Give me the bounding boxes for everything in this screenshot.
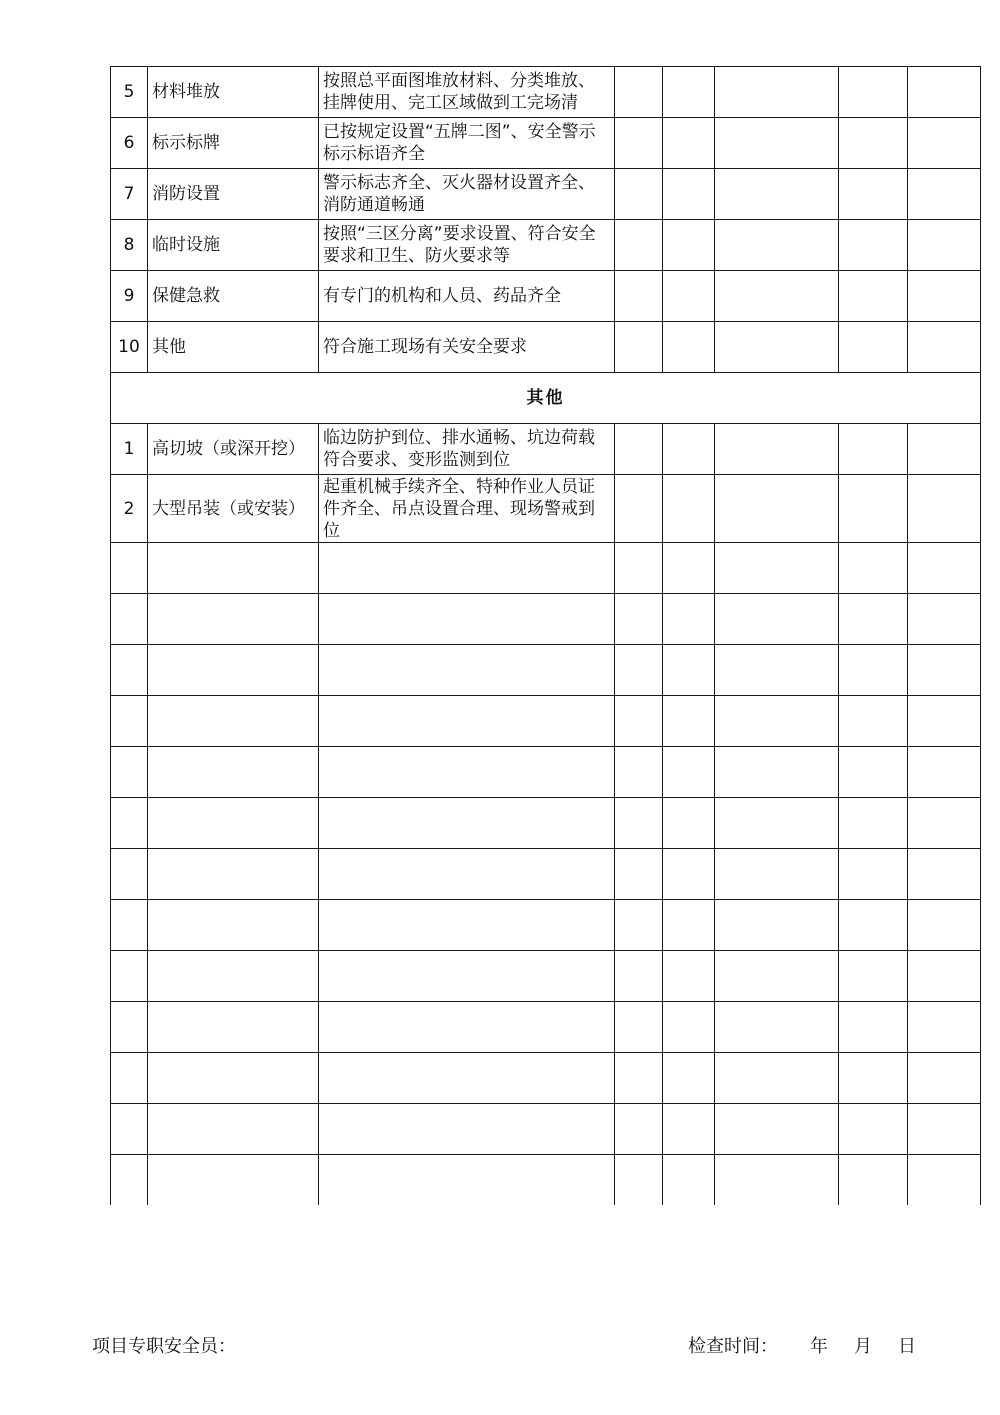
empty-row — [111, 1053, 981, 1104]
row-number: 7 — [111, 169, 148, 220]
table-row — [111, 220, 981, 271]
empty-cell — [908, 475, 981, 543]
empty-cell — [839, 118, 908, 169]
empty-cell — [908, 424, 981, 475]
empty-cell — [839, 475, 908, 543]
empty-row — [111, 696, 981, 747]
empty-cell — [715, 322, 839, 373]
item-requirement: 有专门的机构和人员、药品齐全 — [319, 271, 615, 322]
row-number: 6 — [111, 118, 148, 169]
empty-row — [111, 1104, 981, 1155]
row-number: 10 — [111, 322, 148, 373]
empty-cell — [715, 271, 839, 322]
empty-cell — [908, 118, 981, 169]
table-row — [111, 424, 981, 475]
empty-row — [111, 1155, 981, 1206]
empty-cell — [908, 169, 981, 220]
empty-cell — [615, 424, 663, 475]
row-number: 1 — [111, 424, 148, 475]
item-name: 大型吊装（或安装） — [148, 475, 319, 543]
table-row — [111, 271, 981, 322]
day-label: 日 — [898, 1336, 916, 1357]
empty-cell — [839, 67, 908, 118]
empty-cell — [615, 169, 663, 220]
empty-cell — [663, 424, 715, 475]
item-name: 保健急救 — [148, 271, 319, 322]
empty-row — [111, 1002, 981, 1053]
empty-cell — [615, 118, 663, 169]
item-name: 标示标牌 — [148, 118, 319, 169]
item-requirement: 按照总平面图堆放材料、分类堆放、挂牌使用、完工区域做到工完场清 — [319, 67, 615, 118]
empty-cell — [839, 169, 908, 220]
item-name: 高切坡（或深开挖） — [148, 424, 319, 475]
item-name: 其他 — [148, 322, 319, 373]
table-row — [111, 118, 981, 169]
empty-cell — [663, 475, 715, 543]
empty-cell — [908, 271, 981, 322]
empty-cell — [615, 220, 663, 271]
empty-row — [111, 900, 981, 951]
empty-cell — [663, 271, 715, 322]
empty-row — [111, 594, 981, 645]
empty-row — [111, 747, 981, 798]
empty-cell — [715, 118, 839, 169]
empty-cell — [663, 322, 715, 373]
empty-cell — [715, 169, 839, 220]
empty-row — [111, 849, 981, 900]
item-requirement: 警示标志齐全、灭火器材设置齐全、消防通道畅通 — [319, 169, 615, 220]
empty-cell — [839, 271, 908, 322]
empty-cell — [615, 67, 663, 118]
table-row — [111, 67, 981, 118]
item-requirement: 临边防护到位、排水通畅、坑边荷载符合要求、变形监测到位 — [319, 424, 615, 475]
item-requirement: 按照“三区分离”要求设置、符合安全要求和卫生、防火要求等 — [319, 220, 615, 271]
empty-row — [111, 543, 981, 594]
empty-cell — [908, 322, 981, 373]
empty-cell — [663, 67, 715, 118]
empty-cell — [715, 475, 839, 543]
empty-cell — [908, 67, 981, 118]
month-label: 月 — [854, 1336, 872, 1357]
item-requirement: 符合施工现场有关安全要求 — [319, 322, 615, 373]
section-title: 其他 — [111, 373, 981, 424]
empty-row — [111, 798, 981, 849]
empty-cell — [715, 220, 839, 271]
row-number: 8 — [111, 220, 148, 271]
empty-cell — [663, 118, 715, 169]
item-name: 临时设施 — [148, 220, 319, 271]
empty-row — [111, 951, 981, 1002]
table-row — [111, 169, 981, 220]
empty-cell — [615, 271, 663, 322]
item-requirement: 已按规定设置“五牌二图”、安全警示标示标语齐全 — [319, 118, 615, 169]
item-name: 消防设置 — [148, 169, 319, 220]
item-name: 材料堆放 — [148, 67, 319, 118]
empty-row — [111, 645, 981, 696]
item-requirement: 起重机械手续齐全、特种作业人员证件齐全、吊点设置合理、现场警戒到位 — [319, 475, 615, 543]
empty-cell — [663, 169, 715, 220]
empty-cell — [839, 220, 908, 271]
row-number: 9 — [111, 271, 148, 322]
empty-cell — [839, 424, 908, 475]
section-row — [111, 373, 981, 424]
row-number: 2 — [111, 475, 148, 543]
empty-cell — [715, 67, 839, 118]
empty-cell — [663, 220, 715, 271]
row-number: 5 — [111, 67, 148, 118]
empty-cell — [839, 322, 908, 373]
inspection-table — [110, 66, 981, 1205]
check-time — [688, 1332, 916, 1358]
empty-cell — [908, 220, 981, 271]
empty-cell — [615, 475, 663, 543]
safety-officer-label: 项目专职安全员： — [92, 1336, 236, 1357]
table-row — [111, 475, 981, 543]
year-label: 年 — [810, 1336, 828, 1357]
check-time-label: 检查时间： — [688, 1336, 778, 1357]
table-row — [111, 322, 981, 373]
empty-cell — [615, 322, 663, 373]
empty-cell — [715, 424, 839, 475]
